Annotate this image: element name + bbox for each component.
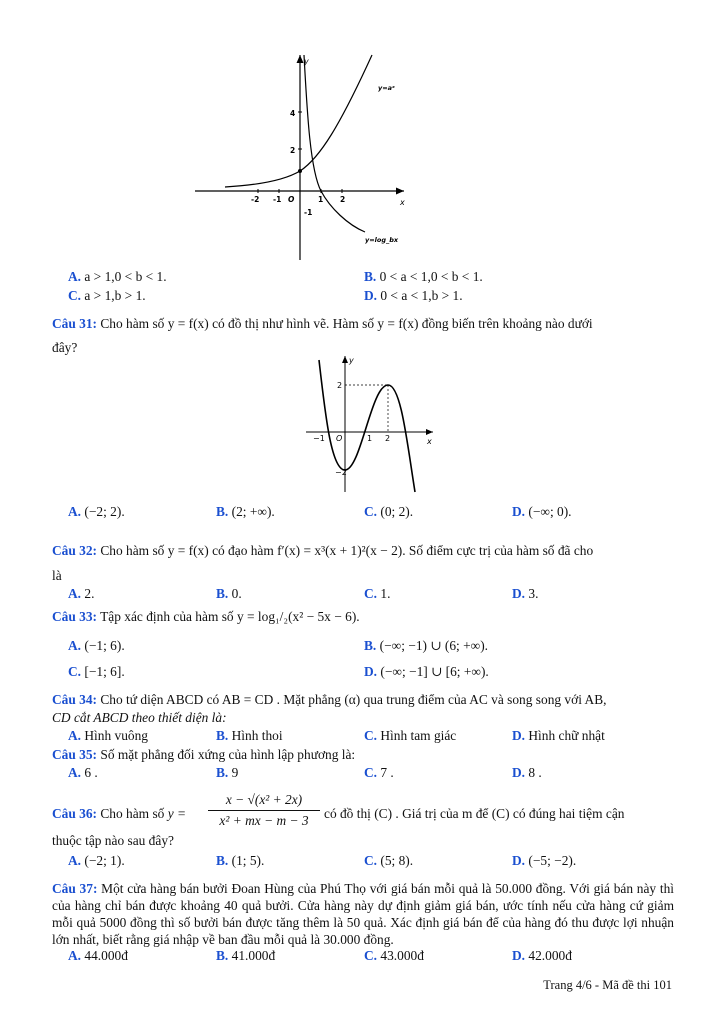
graph2-ytick: −2 — [335, 468, 347, 477]
curve-logarithm — [304, 55, 365, 232]
q36-denominator: x² + mx − m − 3 — [219, 813, 309, 828]
q33-option-a[interactable]: A. (−1; 6). — [68, 638, 125, 653]
q32-option-b[interactable]: B. 0. — [216, 586, 242, 601]
graph1-xtick: -1 — [273, 195, 282, 204]
graph1-origin: O — [288, 195, 295, 204]
q32-question-cont: là — [52, 568, 62, 583]
q31-question: Câu 31: Cho hàm số y = f(x) có đồ thị như hình vẽ. Hàm số y = f(x) đồng biến trên khoảng nào dưới — [52, 316, 593, 331]
q34-option-d[interactable]: D. Hình chữ nhật — [512, 728, 605, 743]
graph1-xtick: -2 — [251, 195, 260, 204]
graph1-log-label: y=log_bx — [365, 236, 399, 244]
graph2-x-label: x — [427, 437, 432, 446]
q36-question-lead: Câu 36: Cho hàm số y = — [52, 806, 187, 821]
q37-option-a[interactable]: A. 44.000đ — [68, 948, 128, 963]
q30-option-a[interactable]: A. a > 1,0 < b < 1. — [68, 269, 167, 284]
q35-option-b[interactable]: B. 9 — [216, 765, 239, 780]
q37-option-c[interactable]: C. 43.000đ — [364, 948, 424, 963]
graph1-x-label: x — [400, 198, 405, 207]
graph1-exp-label: y=aˣ — [378, 84, 395, 92]
curve-exponential — [225, 55, 372, 187]
q32-option-d[interactable]: D. 3. — [512, 586, 539, 601]
q31-option-b[interactable]: B. (2; +∞). — [216, 504, 275, 519]
q36-question-cont: thuộc tập nào sau đây? — [52, 833, 174, 848]
q37-option-d[interactable]: D. 42.000đ — [512, 948, 572, 963]
q36-option-a[interactable]: A. (−2; 1). — [68, 853, 125, 868]
q32-question: Câu 32: Cho hàm số y = f(x) có đạo hàm f′(x) = x³(x + 1)²(x − 2). Số điểm cực trị của hàm số đã cho — [52, 543, 594, 558]
q35-option-a[interactable]: A. 6 . — [68, 765, 98, 780]
q34-option-a[interactable]: A. Hình vuông — [68, 728, 148, 743]
q31-option-d[interactable]: D. (−∞; 0). — [512, 504, 572, 519]
q30-option-d[interactable]: D. 0 < a < 1,b > 1. — [364, 288, 463, 303]
q33-option-d[interactable]: D. (−∞; −1] ∪ [6; +∞). — [364, 664, 489, 679]
intersection-point — [298, 169, 302, 173]
graph1-ytick: -1 — [304, 208, 313, 217]
graph2-ytick: 2 — [337, 381, 343, 390]
q34-option-b[interactable]: B. Hình thoi — [216, 728, 283, 743]
graph2-xtick: −1 — [313, 434, 325, 443]
q31-option-a[interactable]: A. (−2; 2). — [68, 504, 125, 519]
q31-option-c[interactable]: C. (0; 2). — [364, 504, 414, 519]
y-axis-arrow — [297, 55, 304, 63]
q32-option-a[interactable]: A. 2. — [68, 586, 95, 601]
graph2-xtick: 2 — [385, 434, 391, 443]
q36-option-b[interactable]: B. (1; 5). — [216, 853, 265, 868]
x-axis-arrow — [426, 429, 433, 435]
graph-cubic — [303, 352, 438, 494]
q30-option-c[interactable]: C. a > 1,b > 1. — [68, 288, 146, 303]
graph1-y-label: y — [304, 57, 309, 66]
y-axis-arrow — [342, 356, 348, 363]
q30-option-b[interactable]: B. 0 < a < 1,0 < b < 1. — [364, 269, 483, 284]
graph1-xtick: 2 — [340, 195, 346, 204]
q36-option-d[interactable]: D. (−5; −2). — [512, 853, 577, 868]
q36-numerator: x − √(x² + 2x) — [208, 792, 320, 811]
graph1-ytick: 4 — [290, 109, 296, 118]
q34-option-c[interactable]: C. Hình tam giác — [364, 728, 457, 743]
q31-question-cont: đây? — [52, 340, 78, 355]
q35-option-d[interactable]: D. 8 . — [512, 765, 542, 780]
graph1-ytick: 2 — [290, 146, 296, 155]
q34-question-cont: CD cắt ABCD theo thiết diện là: — [52, 710, 227, 725]
graph2-xtick: 1 — [367, 434, 373, 443]
x-axis-arrow — [396, 188, 404, 195]
q36-question-tail: có đồ thị (C) . Giá trị của m để (C) có đúng hai tiệm cận — [324, 806, 625, 821]
q34-question: Câu 34: Cho tứ diện ABCD có AB = CD . Mặt phẳng (α) qua trung điểm của AC và song song với AB, — [52, 692, 607, 707]
q32-option-c[interactable]: C. 1. — [364, 586, 391, 601]
graph1-xtick: 1 — [318, 195, 324, 204]
q33-option-c[interactable]: C. [−1; 6]. — [68, 664, 125, 679]
q33-question: Câu 33: Tập xác định của hàm số y = log₁/₂(x² − 5x − 6). — [52, 609, 360, 624]
graph2-origin: O — [336, 434, 343, 443]
page-footer: Trang 4/6 - Mã đề thi 101 — [543, 978, 672, 992]
q35-question: Câu 35: Số mặt phẳng đối xứng của hình lập phương là: — [52, 747, 356, 762]
q35-option-c[interactable]: C. 7 . — [364, 765, 394, 780]
q36-fraction — [208, 792, 320, 829]
graph2-y-label: y — [349, 356, 354, 365]
q37-option-b[interactable]: B. 41.000đ — [216, 948, 276, 963]
q33-option-b[interactable]: B. (−∞; −1) ∪ (6; +∞). — [364, 638, 489, 653]
graph-exp-log — [190, 50, 412, 265]
q36-option-c[interactable]: C. (5; 8). — [364, 853, 414, 868]
q37-question: Câu 37: Một cửa hàng bán bưởi Đoan Hùng của Phú Thọ với giá bán mỗi quả là 50.000 đồng. Với giá bán này thì của hàng chỉ bán được khoảng 40 quả bưởi. Cửa hàng này dự định giảm giá bán, ước tính nếu cửa hàng cứ giảm mỗi quả 5000 đồng thì số bưởi bán được tăng thêm là 50 quả. Xác định giá bán để của hàng đó thu được lợi nhuận lớn nhất, biết rằng giá nhập về ban đầu mỗi quả là 30.000 đồng. — [52, 881, 675, 947]
curve-cubic — [319, 360, 415, 492]
